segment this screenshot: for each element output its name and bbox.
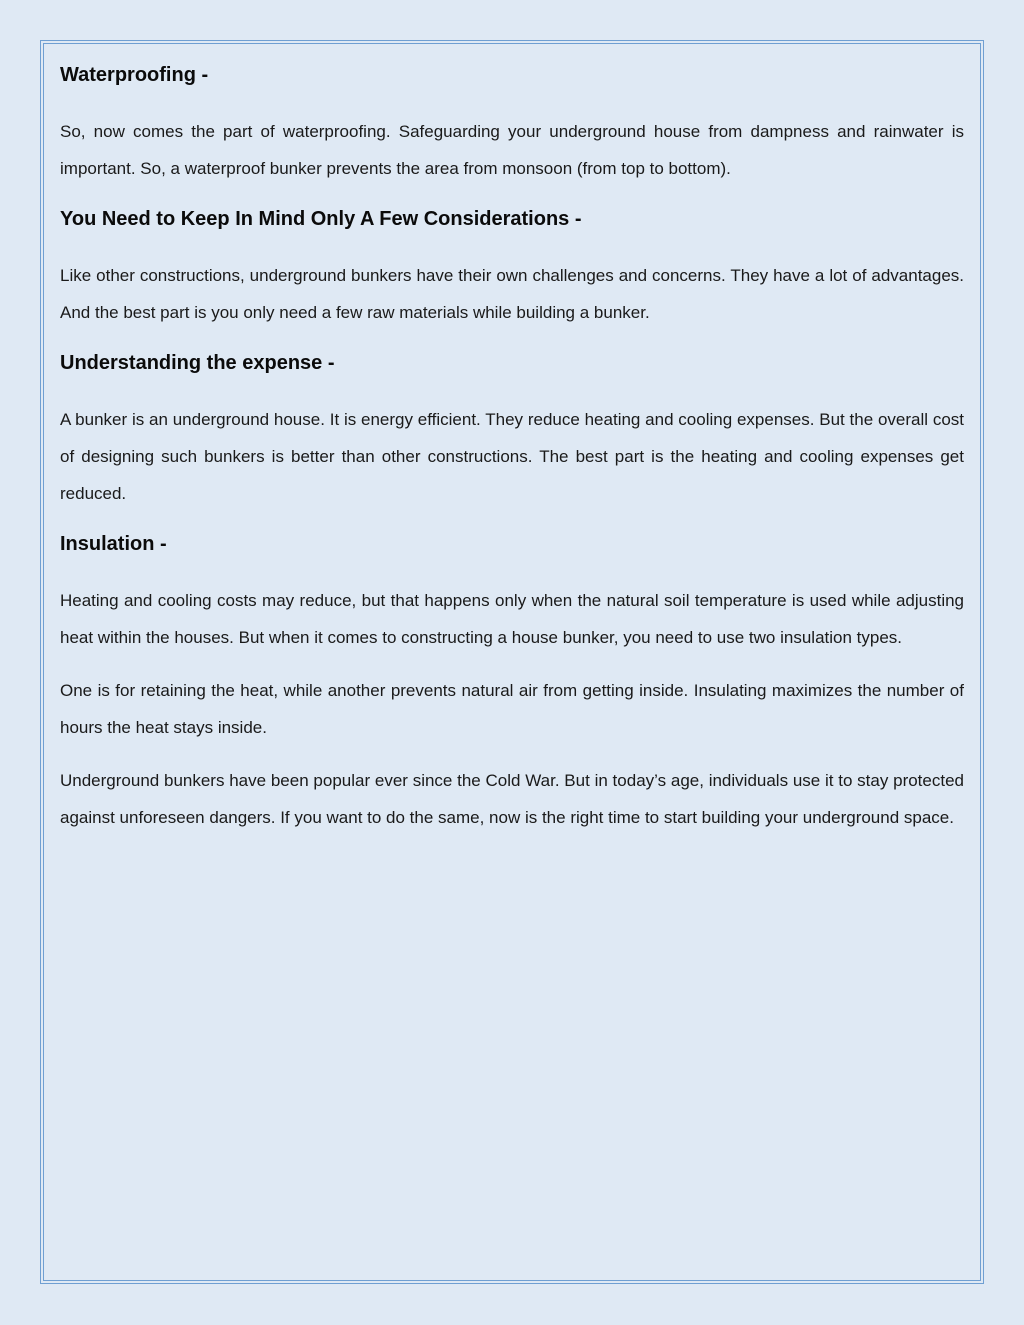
heading-expense: Understanding the expense - [60,352,335,374]
paragraph-insulation-3: Underground bunkers have been popular ever since the Cold War. But in today’s age, individuals use it to stay protected against unforeseen dangers. If you want to do the same, now is the right time to start building your underground space. [60,771,964,827]
heading-waterproofing: Waterproofing - [60,64,209,86]
paragraph-considerations: Like other constructions, underground bunkers have their own challenges and concerns. They have a lot of advantages. And the best part is you only need a few raw materials while building a bunker. [60,266,964,322]
paragraph-waterproofing: So, now comes the part of waterproofing. Safeguarding your underground house from dampness and rainwater is important. So, a waterproof bunker prevents the area from monsoon (from top to bottom). [60,122,964,178]
paragraph-expense: A bunker is an underground house. It is energy efficient. They reduce heating and cooling expenses. But the overall cost of designing such bunkers is better than other constructions. The best part is the heating and cooling expenses get reduced. [60,410,964,503]
paragraph-insulation-2: One is for retaining the heat, while another prevents natural air from getting inside. Insulating maximizes the number of hours the heat stays inside. [60,681,964,737]
document-content [60,55,964,836]
heading-insulation: Insulation - [60,533,167,555]
heading-considerations: You Need to Keep In Mind Only A Few Considerations - [60,208,582,230]
paragraph-insulation-1: Heating and cooling costs may reduce, but that happens only when the natural soil temperature is used while adjusting heat within the houses. But when it comes to constructing a house bunker, you need to use two insulation types. [60,591,964,647]
